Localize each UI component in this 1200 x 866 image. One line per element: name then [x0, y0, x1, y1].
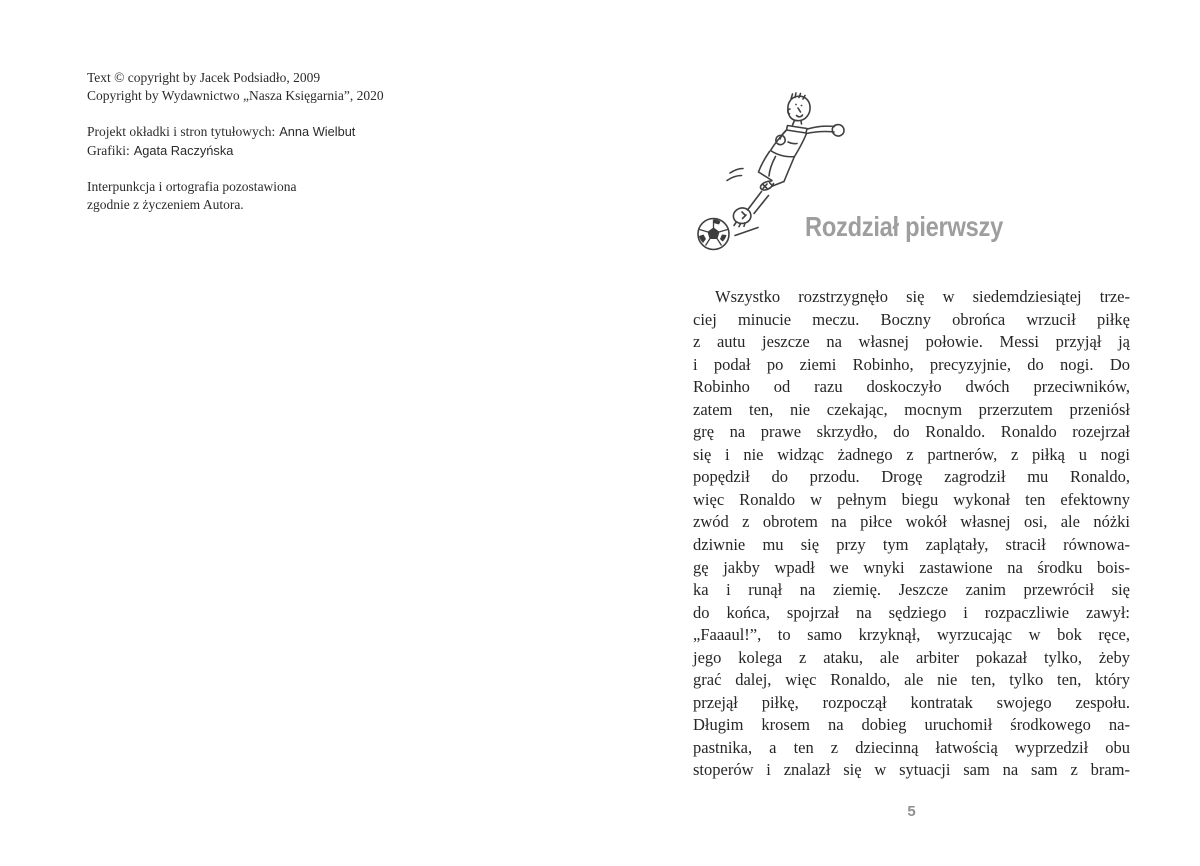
body-text-line: pastnika, a ten z dziecinną łatwością wyprzedził obu	[693, 737, 1130, 757]
body-text-line: popędził do przodu. Drogę zagrodził mu Ronaldo,	[693, 467, 1130, 487]
credit-row	[87, 123, 507, 141]
body-text-line: stoperów i znalazł się w sytuacji sam na sam z bram-	[693, 760, 1130, 780]
body-text-line: dziwnie mu się przy tym zaplątały, stracił równowa-	[693, 535, 1130, 555]
copyright-line: Text © copyright by Jacek Podsiadło, 2009	[87, 70, 321, 85]
body-text-line: ka i runął na ziemię. Jeszcze zanim przewrócił się	[693, 580, 1130, 600]
note-line: zgodnie z życzeniem Autora.	[87, 197, 244, 213]
body-text-line: się i nie widząc żadnego z partnerów, z piłką u nogi	[693, 444, 1130, 464]
copyright-block	[87, 69, 507, 105]
shirt-fold	[788, 142, 797, 144]
collar	[787, 126, 808, 134]
credit-row	[87, 142, 507, 160]
ear	[788, 109, 790, 114]
copyright-line: Copyright by Wydawnictwo „Nasza Księgarnia”, 2020	[87, 88, 384, 104]
body-text-line: ciej minucie meczu. Boczny obrońca wrzucił piłkę	[693, 309, 1130, 329]
right-fist	[832, 125, 844, 136]
credit-label: Grafiki:	[87, 142, 130, 158]
body-text-line: z autu jeszcze na własnej połowie. Messi przyjął ją	[693, 332, 1130, 352]
body-text-line: więc Ronaldo w pełnym biegu wykonał ten efektowny	[693, 489, 1130, 509]
body-text-line: Wszystko rozstrzygnęło się w siedemdziesiątej trze-	[715, 287, 1130, 306]
body-text-line: „Faaaul!”, to samo krzyknął, wyrzucając w bok ręce,	[693, 625, 1130, 645]
nose	[798, 108, 801, 112]
body-text-line: gę jakby wpadł we wnyki zastawione na środku bois-	[693, 557, 1130, 577]
chapter-title: Rozdział pierwszy	[805, 211, 1004, 242]
mouth	[797, 115, 803, 117]
colophon	[87, 69, 507, 232]
body-text-line: przejął piłkę, rozpoczął kontratak swojego zespołu.	[693, 692, 1130, 712]
credit-label: Projekt okładki i stron tytułowych:	[87, 124, 276, 140]
credit-name: Agata Raczyńska	[133, 142, 234, 158]
eye-left	[795, 104, 797, 106]
body-text-line: grać dalej, więc Ronaldo, ale nie ten, tylko ten, który	[693, 670, 1130, 690]
note-block	[87, 178, 507, 214]
torso	[771, 131, 807, 157]
ground-dash	[735, 228, 758, 236]
body-text-line: zatem ten, nie czekając, mocnym przerzutem przeniósł	[693, 399, 1130, 419]
body-text	[693, 286, 1130, 782]
body-text-line: i podał po ziemi Robinho, precyzyjnie, do nogi. Do	[693, 354, 1130, 374]
boot-laces	[742, 212, 746, 219]
eye-right	[801, 105, 803, 107]
body-text-line: grę na prawe skrzydło, do Ronaldo. Ronaldo rozejrzał	[693, 422, 1130, 442]
body-text-line: jego kolega z ataku, ale arbiter pokazał tylko, żeby	[693, 647, 1130, 667]
right-arm	[807, 126, 835, 133]
extended-leg	[748, 192, 769, 214]
body-text-line: Robinho od razu doskoczyło dwóch przeciwników,	[693, 377, 1130, 397]
note-line: Interpunkcja i ortografia pozostawiona	[87, 178, 297, 194]
motion-lines	[727, 169, 743, 181]
credit-name: Anna Wielbut	[279, 124, 356, 140]
kicking-boot	[733, 208, 751, 224]
page-number: 5	[907, 803, 916, 820]
body-text-line: zwód z obrotem na piłce wokół własnej osi, ale nóżki	[693, 512, 1130, 532]
credits-block	[87, 123, 507, 159]
body-text-line: Długim krosem na dobieg uruchomił środkowego na-	[693, 715, 1130, 735]
body-text-line: do końca, spojrzał na sędziego i rozpaczliwie zawył:	[693, 602, 1130, 622]
